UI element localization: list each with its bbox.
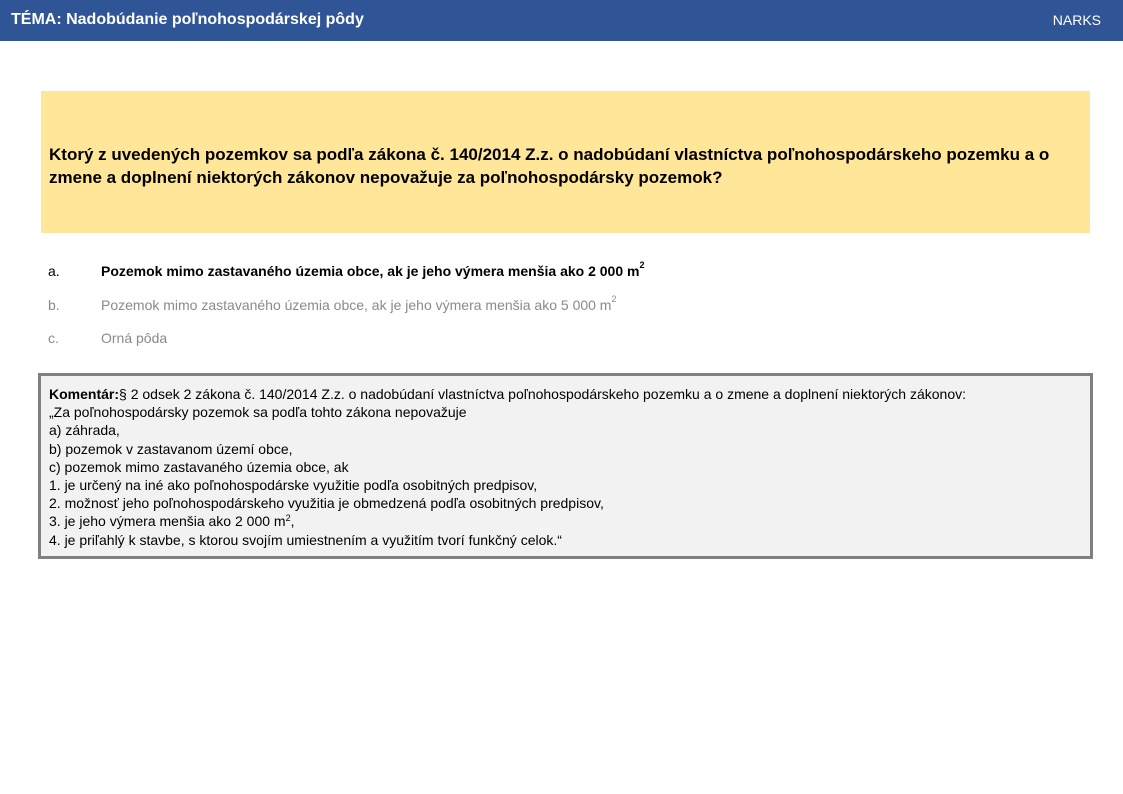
superscript: 2 (611, 294, 617, 304)
answer-text: Pozemok mimo zastavaného územia obce, ak je jeho výmera menšia ako 5 000 $m^2$ (101, 294, 617, 313)
comment-box (38, 373, 1093, 559)
header-bar (0, 0, 1123, 41)
superscript: 2 (285, 513, 291, 524)
brand-label: NARKS (1052, 12, 1101, 28)
comment-line: 3. je jeho výmera menšia ako 2 000 $m^2$, (49, 513, 295, 530)
question-text: Ktorý z uvedených pozemkov sa podľa zákona č. 140/2014 Z.z. o nadobúdaní vlastníctva poľnohospodárskeho pozemku a o zmene a doplnení niektorých zákonov nepovažuje za poľnohospodársky pozemok? (49, 145, 1050, 187)
comment-line: c) pozemok mimo zastavaného územia obce, ak (49, 458, 349, 475)
answer-letter: c. (48, 330, 59, 346)
comment-line: b) pozemok v zastavanom území obce, (49, 440, 293, 457)
comment-line: 2. možnosť jeho poľnohospodárskeho využitia je obmedzená podľa osobitných predpisov, (49, 495, 604, 512)
question-box (41, 91, 1090, 233)
comment-line: a) záhrada, (49, 422, 120, 439)
comment-line: „Za poľnohospodársky pozemok sa podľa tohto zákona nepovažuje (49, 404, 467, 421)
comment-label: Komentár: (49, 386, 120, 402)
comment-line: 1. je určený na iné ako poľnohospodárske využitie podľa osobitných predpisov, (49, 477, 538, 494)
answer-text: Orná pôda (101, 330, 168, 346)
comment-first-line: Komentár:§ 2 odsek 2 zákona č. 140/2014 Z.z. o nadobúdaní vlastníctva poľnohospodárskeho pozemku a o zmene a doplnení niektorých zákonov: (49, 386, 966, 402)
answer-letter: b. (48, 297, 60, 313)
comment-line: 4. je priľahlý k stavbe, s ktorou svojím umiestnením a využitím tvorí funkčný celok.“ (49, 531, 562, 548)
comment-text (49, 385, 1079, 549)
answer-text: Pozemok mimo zastavaného územia obce, ak je jeho výmera menšia ako 2 000 $m^2$ (101, 260, 645, 279)
answer-letter: a. (48, 263, 60, 279)
superscript: 2 (639, 260, 645, 270)
topic-title: TÉMA: Nadobúdanie poľnohospodárskej pôdy (11, 11, 364, 28)
